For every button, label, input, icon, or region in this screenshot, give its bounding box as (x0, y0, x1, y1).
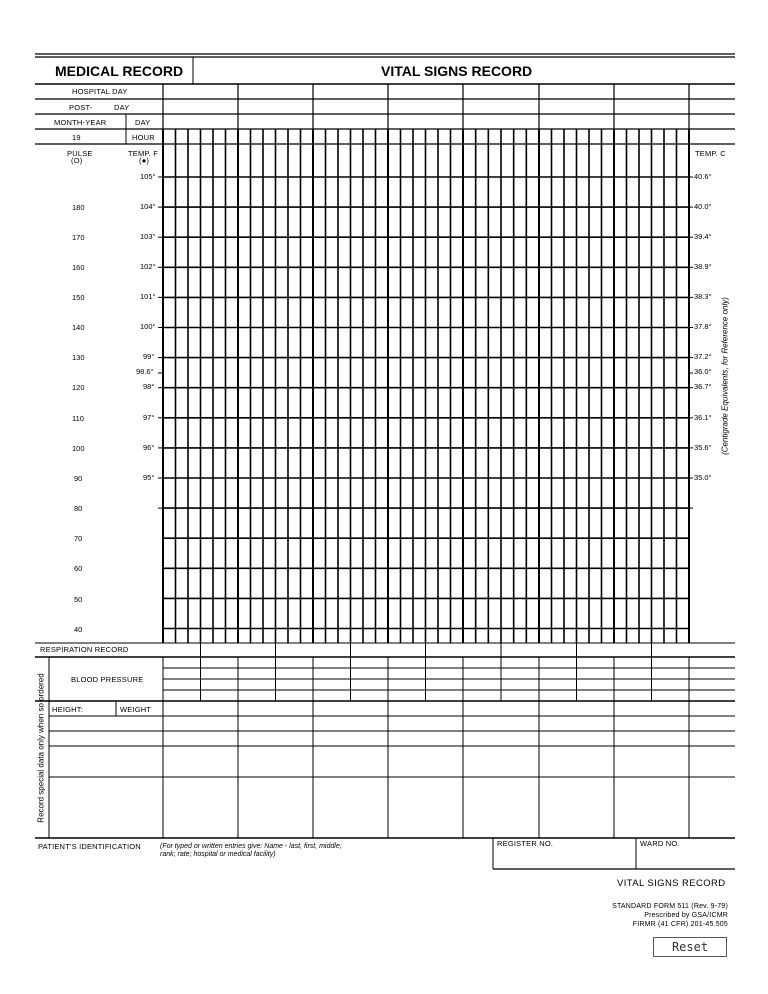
post-day-label: DAY (114, 103, 130, 112)
temp-f-symbol: (●) (139, 156, 150, 165)
temp-f-tick: 103° (140, 232, 156, 241)
regulation-citation: FIRMR (41 CFR) 201-45.505 (632, 921, 728, 928)
temp-f-tick: 102° (140, 262, 156, 271)
reset-button[interactable]: Reset (653, 937, 727, 957)
temp-f-tick: 105° (140, 172, 156, 181)
temp-c-tick: 40.0° (694, 202, 712, 211)
weight-label: WEIGHT (120, 705, 152, 714)
temp-c-tick: 38.9° (694, 262, 712, 271)
temp-c-tick: 40.6° (694, 172, 712, 181)
special-data-note: Record special data only when so ordered (36, 673, 46, 823)
pulse-tick: 120 (72, 383, 85, 392)
temp-f-tick: 99° (143, 352, 155, 361)
pulse-tick: 100 (72, 444, 85, 453)
temp-c-tick: 39.4° (694, 232, 712, 241)
temp-f-tick: 95° (143, 473, 155, 482)
temp-f-tick: 96° (143, 443, 155, 452)
pulse-symbol: (O) (71, 156, 83, 165)
ward-no-label: WARD NO. (640, 839, 680, 848)
pulse-tick: 130 (72, 353, 85, 362)
temp-c-tick: 35.0° (694, 473, 712, 482)
patient-identification-note: (For typed or written entries give: Name - last, first, middle; (160, 843, 342, 850)
year-label: 19 (72, 133, 81, 142)
temp-f-tick: 98° (143, 382, 155, 391)
temp-c-tick: 36.1° (694, 413, 712, 422)
form-title-footer: VITAL SIGNS RECORD (617, 878, 726, 889)
patient-identification-label: PATIENT'S IDENTIFICATION (38, 842, 141, 851)
post-label: POST- (69, 103, 93, 112)
temp-f-tick: 104° (140, 202, 156, 211)
temp-c-tick: 36.7° (694, 382, 712, 391)
patient-identification-note: rank; rate; hospital or medical facility) (160, 851, 276, 858)
temp-c-tick: 36.0° (694, 367, 712, 376)
blood-pressure-label: BLOOD PRESSURE (71, 675, 144, 684)
pulse-heading: PULSE (67, 149, 93, 158)
pulse-tick: 160 (72, 263, 85, 272)
pulse-tick: 60 (74, 564, 83, 573)
register-no-label: REGISTER NO. (497, 839, 554, 848)
temp-f-tick: 101° (140, 292, 156, 301)
temp-f-heading: TEMP. F (128, 149, 159, 158)
medical-record-title: MEDICAL RECORD (55, 63, 184, 79)
pulse-tick: 170 (72, 233, 85, 242)
pulse-tick: 40 (74, 625, 83, 634)
temp-c-tick: 35.6° (694, 443, 712, 452)
temp-c-tick: 37.8° (694, 322, 712, 331)
centigrade-note: (Centigrade Equivalents, for Reference only) (720, 297, 730, 455)
hospital-day-label: HOSPITAL DAY (72, 87, 128, 96)
pulse-tick: 180 (72, 203, 85, 212)
height-label: HEIGHT: (52, 705, 83, 714)
pulse-tick: 150 (72, 293, 85, 302)
pulse-tick: 70 (74, 534, 83, 543)
temp-c-heading: TEMP. C (695, 149, 726, 158)
pulse-tick: 80 (74, 504, 83, 513)
respiration-record-label: RESPIRATION RECORD (40, 645, 129, 654)
month-year-label: MONTH-YEAR (54, 118, 107, 127)
standard-form-number: STANDARD FORM 511 (Rev. 9-79) (612, 903, 728, 910)
pulse-tick: 90 (74, 474, 83, 483)
prescribed-by: Prescribed by GSA/ICMR (644, 912, 728, 919)
temp-f-tick: 98.6° (136, 367, 154, 376)
temp-f-tick: 97° (143, 413, 155, 422)
pulse-tick: 50 (74, 595, 83, 604)
hour-label: HOUR (132, 133, 155, 142)
vital-signs-record-title: VITAL SIGNS RECORD (381, 63, 533, 79)
temp-f-tick: 100° (140, 322, 156, 331)
pulse-tick: 140 (72, 323, 85, 332)
day-label: DAY (135, 118, 151, 127)
pulse-tick: 110 (72, 414, 84, 423)
temp-c-tick: 37.2° (694, 352, 712, 361)
temp-c-tick: 38.3° (694, 292, 712, 301)
